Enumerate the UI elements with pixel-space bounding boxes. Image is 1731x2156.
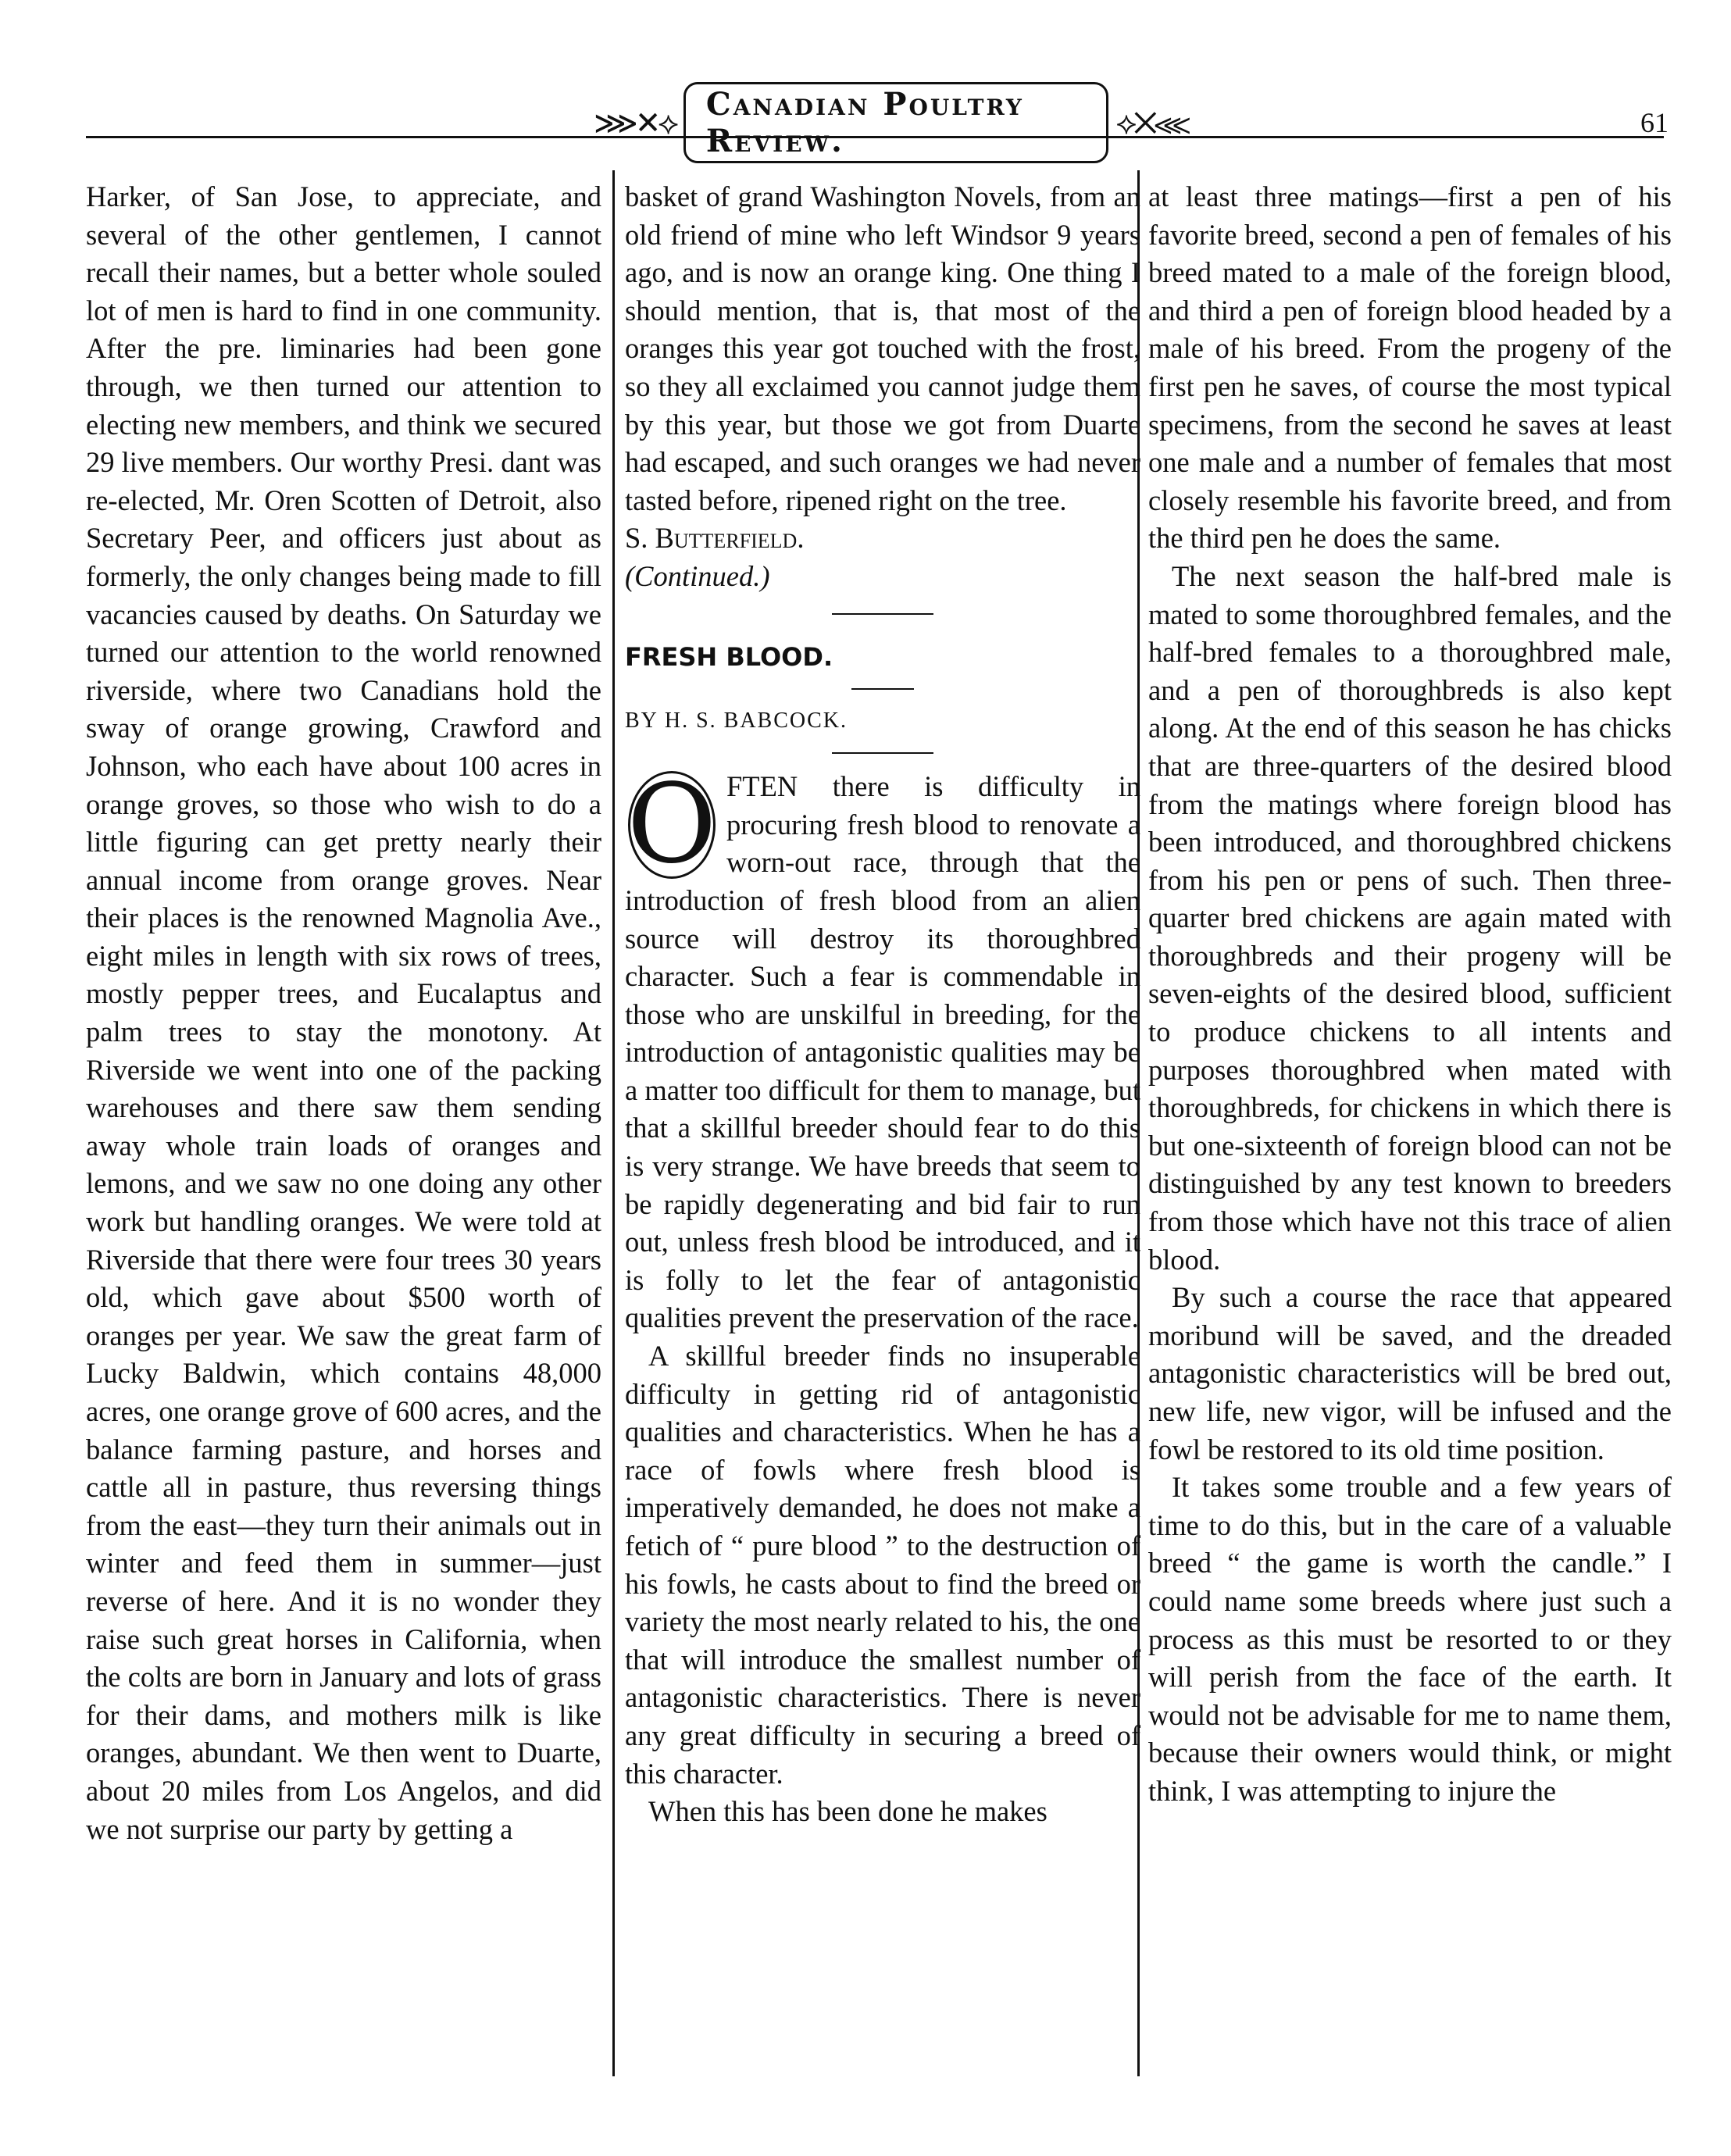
author-signature: S. Butterfield. — [625, 522, 805, 555]
paragraph: The next season the half-bred male is mated to some thoroughbred females, and the half-bred females to a thoroughbred male, and a pen of thoroughbreds is also kept along. At the end of this season he has chicks that are three-quarters of the desired blood from the matings where foreign blood has been introduced, and thoroughbred chickens from his pen or pens of such. Then three-quarter bred chickens are again mated with thoroughbreds and their progeny will be seven-eights of the desired blood, sufficient to produce chickens to all intents and purposes thoroughbred when mated with thoroughbreds, for chickens in which there is but one-sixteenth of foreign blood can not be distinguished by any test known to breeders from those which have not this trace of alien blood. — [1148, 559, 1672, 1276]
ornament-left-icon: ⋙✕⟡ — [594, 105, 676, 141]
paragraph: When this has been done he makes — [648, 1795, 1048, 1828]
page-header — [0, 86, 1731, 159]
paragraph: basket of grand Washington Novels, from an old friend of mine who left Windsor 9 years ago, and is now an orange king. One thing I should mention, that is, that most of the oranges this year got touched with the frost, so they all exclaimed you cannot judge them by this year, but those we got from Duarte had escaped, and such oranges we had never tasted before, ripened right on the tree. — [625, 180, 1140, 516]
article-title: FRESH BLOOD. — [625, 641, 833, 672]
page-number: 61 — [1640, 107, 1669, 138]
paragraph: Harker, of San Jose, to appreciate, and several of the other gentlemen, I cannot recall their names, but a better whole souled lot of men is hard to find in one community. After the pre. liminaries had been gone through, we then turned our attention to electing new members, and think we secured 29 live members. Our worthy Presi. dant was re-elected, Mr. Oren Scotten of Detroit, also Secretary Peer, and officers just about as formerly, the only changes being made to fill vacancies caused by deaths. On Saturday we turned our attention to the world renowned riverside, where two Canadians hold the sway of orange growing, Crawford and Johnson, who each have about 100 acres in orange groves, so those who wish to do a little figuring can get pretty nearly their annual income from orange groves. Near their places is the renowned Magnolia Ave., eight miles in length with six rows of trees, mostly pepper trees, and Eucalaptus and palm trees to stay the monotony. At Riverside we went into one of the packing warehouses and there saw them sending away whole train loads of oranges and lemons, and we saw no one doing any other work but handling oranges. We were told at Riverside that there were four trees 30 years old, which gave about $500 worth of oranges per year. We saw the great farm of Lucky Baldwin, which contains 48,000 acres, one orange grove of 600 acres, and the balance farming pasture, and horses and cattle all in pasture, thus reversing things from the east—they turn their animals out in winter and feed them in summer—just reverse of here. And it is no wonder they raise such great horses in California, when the colts are born in January and lots of grass for their dams, and mothers milk is like oranges, abundant. We then went to Duarte, about 20 miles from Los Angelos, and did we not surprise our party by getting a — [86, 180, 601, 1845]
paragraph: It takes some trouble and a few years of time to do this, but in the care of a valuable breed “ the game is worth the candle.” I could name some breeds where just such a process as this must be resorted to or they will perish from the face of the earth. It would not be advisable for me to name them, because their owners would think, or might think, I was attempting to injure the — [1148, 1471, 1672, 1807]
article-body — [625, 761, 1140, 1831]
section-divider — [832, 752, 933, 754]
paragraph: A skillful breeder finds no insuperable difficulty in getting rid of antagonistic qualities and characteristics. When he has a race of fowls where fresh blood is imperatively demanded, he does not make a fetich of “ pure blood ” to the destruction of his fowls, he casts about to find the breed or variety the most nearly related to his, the one that will introduce the smallest number of antagonistic characteristics. There is never any great difficulty in securing a breed of this character. — [625, 1340, 1140, 1790]
column-divider — [612, 170, 615, 2076]
journal-title: Canadian Poultry Review. — [683, 82, 1108, 163]
paragraph: at least three matings—first a pen of his favorite breed, second a pen of females of his breed mated to a male of the foreign blood, and third a pen of foreign blood headed by a male of his breed. From the progeny of the first pen he saves, of course the most typical specimens, from the second he saves at least one male and a number of females that most closely resemble his favorite breed, and from the third pen he does the same. — [1148, 180, 1672, 555]
masthead — [594, 86, 1187, 159]
continued-note: (Continued.) — [625, 559, 770, 592]
column-1 — [86, 178, 601, 2069]
ornament-right-icon: ⟡✕⋘ — [1115, 105, 1187, 141]
column-3 — [1148, 178, 1672, 2069]
paragraph: By such a course the race that appeared moribund will be saved, and the dreaded antagonistic characteristics will be bred out, new life, new vigor, will be infused and the fowl be restored to its old time position. — [1148, 1281, 1672, 1465]
column-2 — [625, 178, 1140, 2069]
section-divider — [832, 613, 933, 615]
paragraph: FTEN there is difficulty in procuring fresh blood to renovate a worn-out race, through that the introduction of fresh blood from an alien source will destroy its thoroughbred character. Such a fear is commendable in those who are unskilful in breeding, for the introduction of antagonistic qualities may be a matter too difficult for them to manage, but that a skillful breeder should fear to do this is very strange. We have breeds that seem to be rapidly degenerating and bid fair to run out, unless fresh blood be introduced, and it is folly to let the fear of antagonistic qualities prevent the preservation of the race. — [625, 770, 1140, 1334]
section-divider — [851, 688, 914, 690]
header-rule — [86, 136, 1664, 138]
drop-cap: O — [626, 761, 717, 889]
article-byline: BY H. S. BABCOCK. — [625, 708, 848, 733]
